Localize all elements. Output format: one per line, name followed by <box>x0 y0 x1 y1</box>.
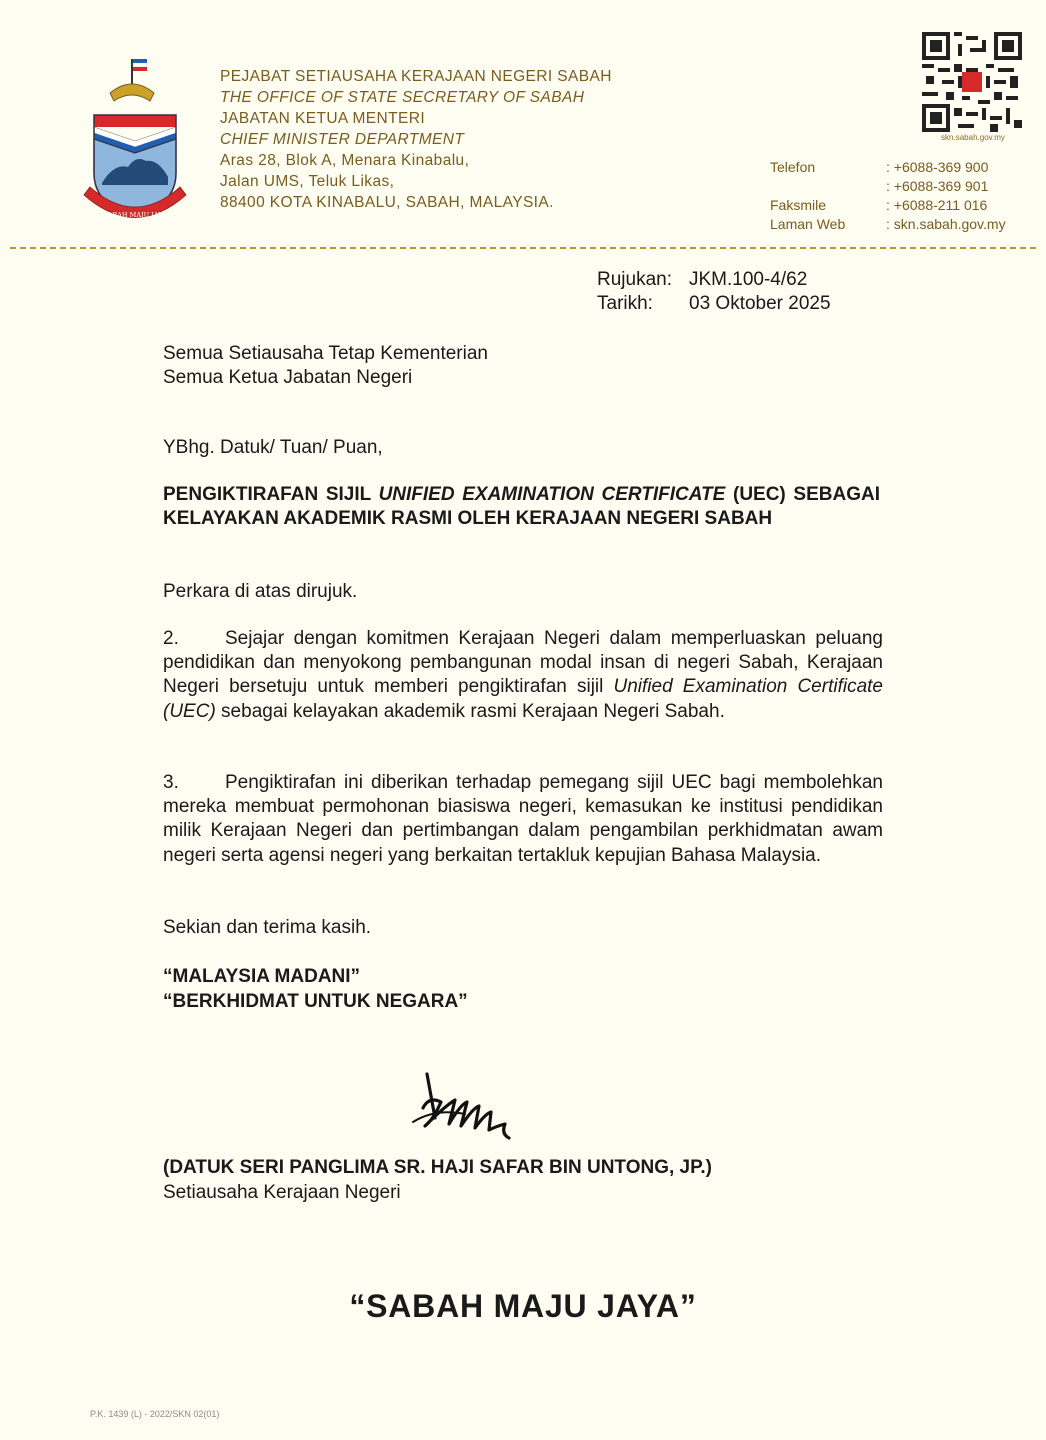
sabah-state-crest-logo <box>80 55 190 230</box>
closing-line: Sekian dan terima kasih. <box>163 917 372 938</box>
laman-web-label: Laman Web <box>770 216 846 232</box>
contact-values <box>886 158 1006 234</box>
form-code: P.K. 1439 (L) - 2022/SKN 02(01) <box>90 1409 220 1419</box>
letter-subject: PENGIKTIRAFAN SIJIL UNIFIED EXAMINATION CERTIFICATE (UEC) SEBAGAI KELAYAKAN AKADEMIK RASMI OLEH KERAJAAN NEGERI SABAH <box>163 484 880 529</box>
department-english: CHIEF MINISTER DEPARTMENT <box>220 131 465 148</box>
svg-text:SABAH MAJU JAYA: SABAH MAJU JAYA <box>103 211 167 219</box>
rujukan-value: JKM.100-4/62 <box>689 269 808 290</box>
slogan-line: “BERKHIDMAT UNTUK NEGARA” <box>163 991 468 1012</box>
qr-url-caption: skn.sabah.gov.my <box>941 133 1005 142</box>
rujukan-label: Rujukan: <box>597 269 672 290</box>
contact-labels <box>770 158 845 234</box>
state-motto: “SABAH MAJU JAYA” <box>349 1288 697 1324</box>
address-line-1: Aras 28, Blok A, Menara Kinabalu, <box>220 152 470 169</box>
signer-block <box>163 1155 712 1205</box>
tarikh-label: Tarikh: <box>597 293 653 314</box>
tarikh-value: 03 Oktober 2025 <box>689 293 831 314</box>
organization-address-block <box>220 66 612 213</box>
laman-web-value: : skn.sabah.gov.my <box>886 216 1006 232</box>
recipient-line: Semua Ketua Jabatan Negeri <box>163 367 413 388</box>
faksmile-label: Faksmile <box>770 197 827 213</box>
signer-name: (DATUK SERI PANGLIMA SR. HAJI SAFAR BIN UNTONG, JP.) <box>163 1157 712 1178</box>
letterhead-divider <box>10 247 1036 249</box>
salutation: YBhg. Datuk/ Tuan/ Puan, <box>163 437 383 458</box>
paragraph-2: 2. Sejajar dengan komitmen Kerajaan Negeri dalam memperluaskan peluang pendidikan dan menyokong pembangunan modal insan di negeri Sabah, Kerajaan Negeri bersetuju untuk memberi pengiktirafan sijil Unified Examination Certificate (UEC) sebagai kelayakan akademik rasmi Kerajaan Negeri Sabah. <box>163 628 883 722</box>
address-line-3: 88400 KOTA KINABALU, SABAH, MALAYSIA. <box>220 194 554 211</box>
paragraph-number: 2. <box>163 628 179 649</box>
slogans-block <box>163 964 468 1014</box>
department-malay: JABATAN KETUA MENTERI <box>220 110 426 127</box>
paragraph-3: 3. Pengiktirafan ini diberikan terhadap pemegang sijil UEC bagi membolehkan mereka membuat permohonan biasiswa negeri, kemasukan ke institusi pendidikan milik Kerajaan Negeri dan pertimbangan dalam pengambilan perkhidmatan awam negeri serta agensi negeri yang berkaitan tertakluk kepujian Bahasa Malaysia. <box>163 772 883 866</box>
telefon-value-1: : +6088-369 900 <box>886 159 989 175</box>
handwritten-signature <box>405 1068 520 1148</box>
reference-block <box>597 268 831 316</box>
address-line-2: Jalan UMS, Teluk Likas, <box>220 173 395 190</box>
signer-title: Setiausaha Kerajaan Negeri <box>163 1182 401 1203</box>
paragraph-1: Perkara di atas dirujuk. <box>163 581 358 602</box>
recipients-block <box>163 342 488 390</box>
org-name-malay: PEJABAT SETIAUSAHA KERAJAAN NEGERI SABAH <box>220 68 612 85</box>
faksmile-value: : +6088-211 016 <box>886 197 988 213</box>
paragraph-number: 3. <box>163 772 179 793</box>
uec-name: UNIFIED EXAMINATION CERTIFICATE <box>378 484 726 505</box>
telefon-label: Telefon <box>770 159 816 175</box>
org-name-english: THE OFFICE OF STATE SECRETARY OF SABAH <box>220 89 585 106</box>
telefon-value-2: : +6088-369 901 <box>886 178 989 194</box>
qr-code-icon <box>922 32 1022 132</box>
slogan-line: “MALAYSIA MADANI” <box>163 966 361 987</box>
recipient-line: Semua Setiausaha Tetap Kementerian <box>163 343 488 364</box>
